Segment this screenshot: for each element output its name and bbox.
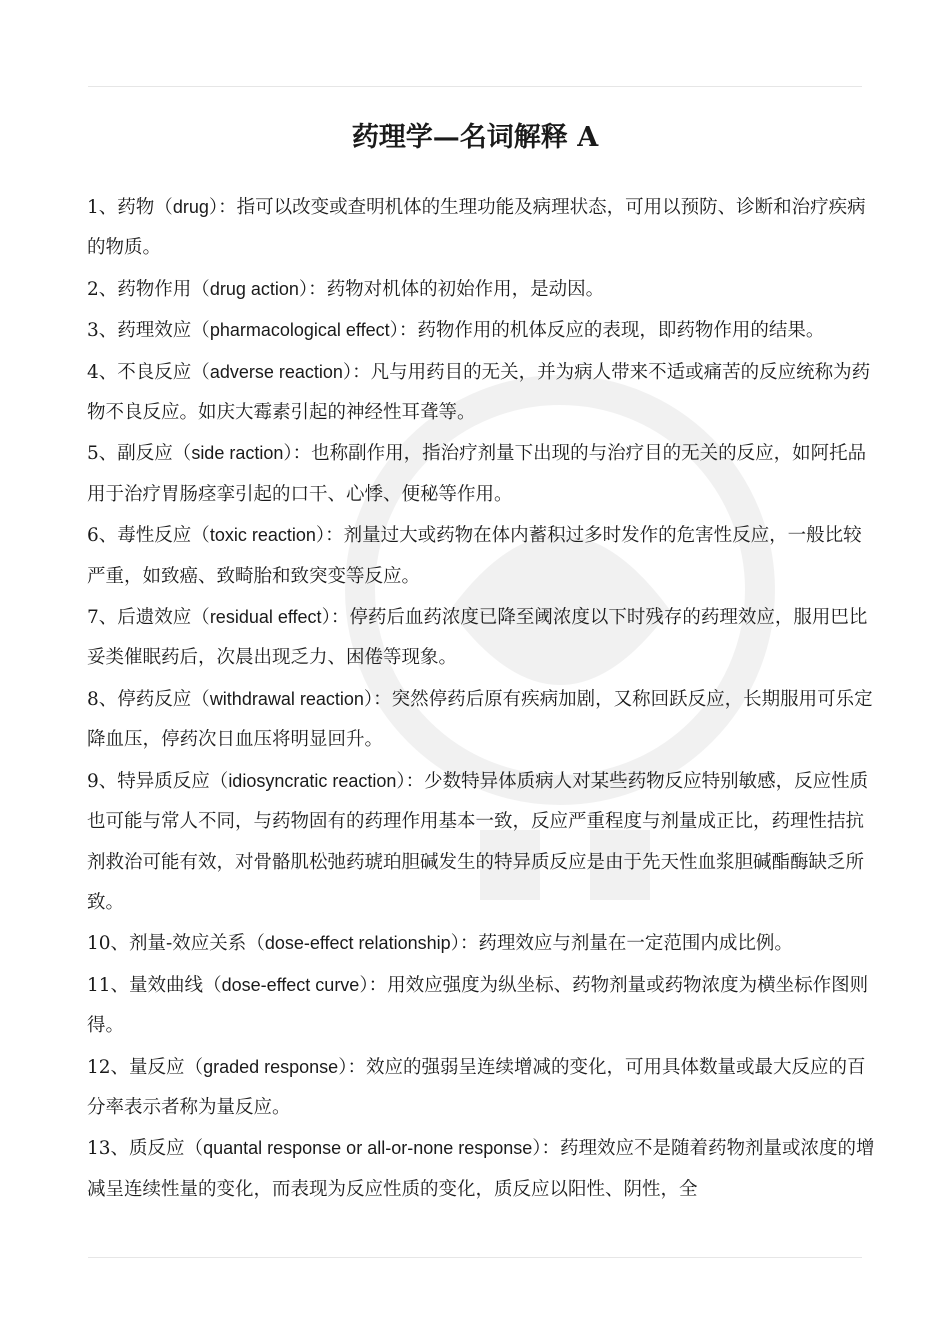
entry-definition: 药理效应与剂量在一定范围内成比例。: [478, 933, 793, 955]
entry-number: 4、: [87, 361, 118, 383]
close-paren-colon: ）：: [208, 197, 237, 218]
entry-definition: 也称副作用，指治疗剂量下出现的与治疗目的无关的反应，如阿托品用于治疗胃肠痉挛引起的口干、心悸、便秘等作用。: [87, 443, 867, 505]
entry-number: 2、: [87, 278, 118, 300]
definition-entry: [87, 679, 877, 761]
open-paren: （: [191, 607, 210, 629]
entry-english-term: drug: [172, 197, 209, 217]
entry-english-term: pharmacological effect: [209, 320, 390, 341]
definition-list: [87, 187, 877, 1210]
close-paren-colon: ）：: [321, 607, 350, 629]
close-paren-colon: ）：: [450, 933, 479, 955]
bottom-divider: [88, 1257, 862, 1258]
entry-definition: 剂量过大或药物在体内蓄积过多时发作的危害性反应，一般比较严重，如致癌、致畸胎和致突变等反应。: [87, 525, 862, 587]
definition-entry: [87, 1047, 877, 1129]
open-paren: （: [191, 361, 210, 383]
entry-definition: 指可以改变或查明机体的生理功能及病理状态，可用以预防、诊断和治疗疾病的物质。: [87, 197, 866, 259]
entry-english-term: drug action: [209, 278, 299, 299]
close-paren-colon: ）：: [283, 443, 312, 465]
entry-number: 5、: [87, 443, 118, 465]
entry-term: 毒性反应: [117, 525, 192, 547]
entry-english-term: withdrawal reaction: [209, 688, 364, 709]
close-paren-colon: ）：: [342, 361, 371, 383]
entry-english-term: residual effect: [209, 607, 322, 628]
entry-term: 不良反应: [117, 361, 192, 383]
entry-term: 量反应: [129, 1056, 185, 1078]
open-paren: （: [191, 278, 210, 300]
definition-entry: [87, 923, 877, 964]
close-paren-colon: ）：: [315, 525, 344, 547]
entry-number: 10、: [87, 933, 130, 955]
entry-definition: 药物对机体的初始作用，是动因。: [326, 278, 605, 300]
entry-number: 8、: [87, 688, 118, 710]
definition-entry: [87, 597, 877, 679]
entry-term: 剂量-效应关系: [129, 933, 247, 955]
open-paren: （: [203, 974, 222, 996]
entry-number: 12、: [87, 1056, 130, 1078]
entry-number: 7、: [87, 607, 118, 629]
entry-number: 1、: [87, 197, 118, 218]
open-paren: （: [191, 688, 210, 710]
entry-english-term: adverse reaction: [209, 361, 343, 382]
entry-term: 特异质反应: [117, 770, 210, 792]
entry-number: 11、: [87, 974, 130, 996]
open-paren: （: [191, 320, 210, 342]
open-paren: （: [172, 443, 192, 465]
document-title: 药理学—名词解释 A: [351, 122, 599, 153]
entry-definition: 用效应强度为纵坐标、药物剂量或药物浓度为横坐标作图则得。: [87, 974, 869, 1037]
entry-term: 药物: [117, 197, 155, 218]
open-paren: （: [209, 770, 229, 792]
entry-english-term: dose-effect curve: [221, 974, 360, 995]
entry-english-term: side raction: [191, 443, 284, 464]
entry-term: 副反应: [117, 443, 173, 465]
entry-definition: 药理效应不是随着药物剂量或浓度的增减呈连续性量的变化，而表现为反应性质的变化，质反应以阳性、阴性，全: [87, 1138, 875, 1200]
top-divider: [88, 86, 862, 87]
definition-entry: [87, 310, 877, 351]
entry-definition: 药物作用的机体反应的表现，即药物作用的结果。: [417, 320, 825, 342]
definition-entry: [87, 1128, 877, 1210]
entry-definition: 停药后血药浓度已降至阈浓度以下时残存的药理效应，服用巴比妥类催眠药后，次晨出现乏力、困倦等现象。: [87, 607, 868, 669]
open-paren: （: [184, 1138, 204, 1160]
close-paren-colon: ）：: [396, 770, 425, 792]
entry-english-term: toxic reaction: [209, 525, 316, 546]
definition-entry: [87, 515, 877, 597]
close-paren-colon: ）：: [359, 974, 388, 996]
definition-entry: [87, 187, 877, 269]
entry-term: 后遗效应: [117, 607, 192, 629]
definition-entry: [87, 965, 877, 1047]
entry-english-term: dose-effect relationship: [264, 933, 451, 954]
close-paren-colon: ）：: [298, 278, 327, 300]
entry-number: 13、: [87, 1138, 130, 1160]
entry-term: 质反应: [129, 1138, 185, 1160]
close-paren-colon: ）：: [363, 688, 392, 710]
entry-term: 药理效应: [117, 320, 192, 342]
open-paren: （: [191, 525, 210, 547]
definition-entry: [87, 433, 877, 515]
entry-definition: 效应的强弱呈连续增减的变化，可用具体数量或最大反应的百分率表示者称为量反应。: [87, 1056, 866, 1118]
entry-english-term: quantal response or all-or-none response: [203, 1138, 533, 1159]
entry-definition: 少数特异体质病人对某些药物反应特别敏感，反应性质也可能与常人不同，与药物固有的药理作用基本一致，反应严重程度与剂量成正比，药理性拮抗剂救治可能有效，对骨骼肌松弛药琥珀胆碱发生的特异质反应是由于先天性血浆胆碱酯酶缺乏所致。: [87, 770, 869, 913]
entry-number: 3、: [87, 320, 118, 342]
entry-term: 药物作用: [117, 278, 192, 300]
open-paren: （: [246, 933, 265, 955]
open-paren: （: [184, 1056, 204, 1078]
definition-entry: [87, 761, 877, 924]
definition-entry: [87, 352, 877, 434]
close-paren-colon: ）：: [338, 1056, 366, 1078]
entry-number: 9、: [87, 770, 118, 792]
definition-entry: [87, 269, 877, 310]
open-paren: （: [154, 197, 173, 218]
close-paren-colon: ）：: [389, 320, 418, 342]
entry-term: 量效曲线: [129, 974, 204, 996]
entry-english-term: graded response: [203, 1056, 339, 1077]
entry-number: 6、: [87, 525, 118, 547]
entry-definition: 凡与用药目的无关，并为病人带来不适或痛苦的反应统称为药物不良反应。如庆大霉素引起的神经性耳聋等。: [87, 361, 871, 424]
close-paren-colon: ）：: [532, 1138, 561, 1160]
entry-english-term: idiosyncratic reaction: [228, 770, 397, 791]
entry-definition: 突然停药后原有疾病加剧，又称回跃反应，长期服用可乐定降血压，停药次日血压将明显回升。: [87, 688, 873, 751]
entry-term: 停药反应: [117, 688, 192, 710]
